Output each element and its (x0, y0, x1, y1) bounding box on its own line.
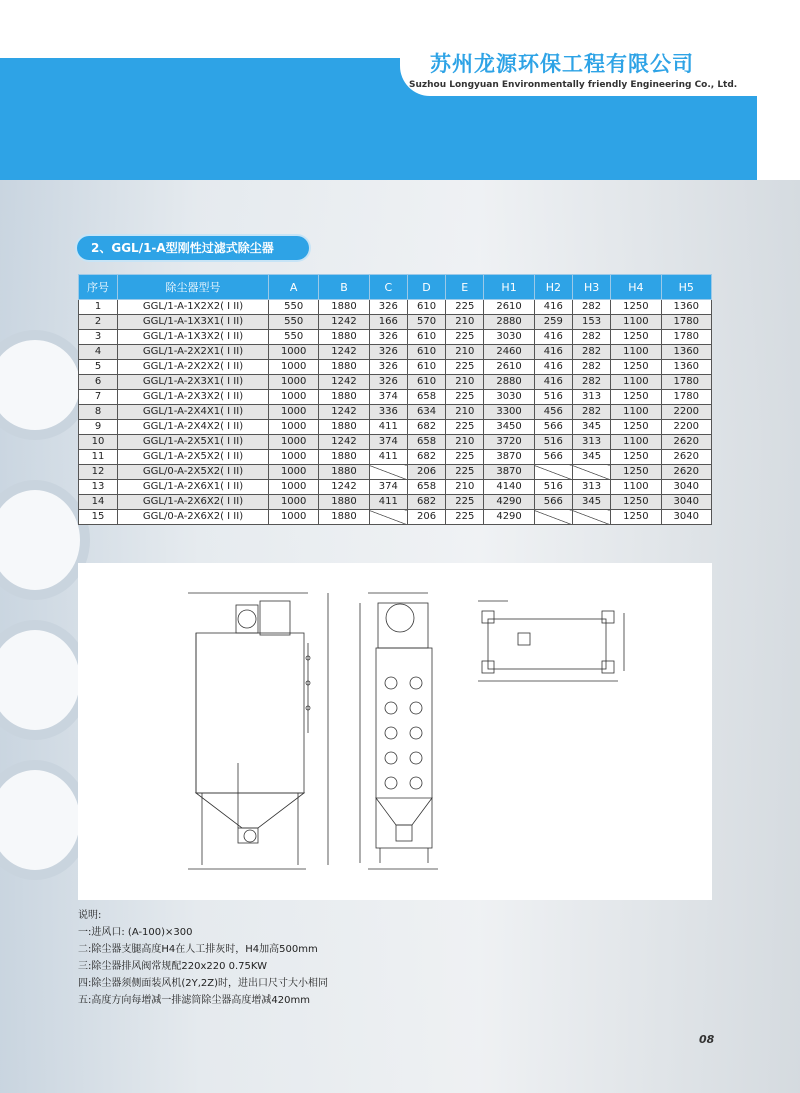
col-header: H5 (661, 275, 711, 300)
table-cell: 1000 (269, 480, 319, 495)
table-cell: 1100 (611, 405, 661, 420)
table-cell: 610 (407, 360, 445, 375)
table-cell: 1250 (611, 510, 661, 525)
table-cell: 1250 (611, 300, 661, 315)
table-cell: 5 (79, 360, 118, 375)
table-cell: 282 (572, 405, 610, 420)
table-cell: 1242 (319, 405, 369, 420)
table-cell: 1100 (611, 480, 661, 495)
table-cell: 516 (534, 435, 572, 450)
table-cell: 345 (572, 495, 610, 510)
table-cell: 570 (407, 315, 445, 330)
table-cell: 3870 (484, 465, 534, 480)
table-cell: 1880 (319, 300, 369, 315)
table-cell: 550 (269, 315, 319, 330)
table-cell: 1242 (319, 315, 369, 330)
table-cell: GGL/1-A-2X3X1( I II) (118, 375, 269, 390)
table-cell: 610 (407, 345, 445, 360)
table-cell: 1880 (319, 450, 369, 465)
table-cell: 1100 (611, 435, 661, 450)
table-cell: 282 (572, 375, 610, 390)
table-cell: 1880 (319, 360, 369, 375)
table-cell: 166 (369, 315, 407, 330)
technical-drawing (78, 563, 712, 900)
table-cell: 210 (446, 345, 484, 360)
table-cell: 2200 (661, 420, 711, 435)
table-cell: 1 (79, 300, 118, 315)
col-header: H3 (572, 275, 610, 300)
table-row (79, 390, 712, 405)
table-cell: 374 (369, 390, 407, 405)
table-cell: 282 (572, 345, 610, 360)
table-cell: 225 (446, 450, 484, 465)
table-cell: 1880 (319, 495, 369, 510)
table-cell: 1250 (611, 330, 661, 345)
col-header: 除尘器型号 (118, 275, 269, 300)
table-cell: GGL/0-A-2X5X2( I II) (118, 465, 269, 480)
table-cell: 1880 (319, 510, 369, 525)
table-cell: 374 (369, 480, 407, 495)
table-cell: 2880 (484, 315, 534, 330)
table-row (79, 435, 712, 450)
table-cell: 282 (572, 360, 610, 375)
table-cell: 3450 (484, 420, 534, 435)
table-cell: 3870 (484, 450, 534, 465)
table-cell: 1242 (319, 435, 369, 450)
table-cell: 9 (79, 420, 118, 435)
table-cell: 1360 (661, 345, 711, 360)
table-cell: 411 (369, 420, 407, 435)
table-cell: 225 (446, 465, 484, 480)
table-row (79, 330, 712, 345)
table-cell: GGL/1-A-2X5X2( I II) (118, 450, 269, 465)
table-cell: 2620 (661, 465, 711, 480)
table-cell: 634 (407, 405, 445, 420)
table-cell: 8 (79, 405, 118, 420)
table-cell: 416 (534, 300, 572, 315)
table-cell: 15 (79, 510, 118, 525)
table-cell: 11 (79, 450, 118, 465)
table-cell: 326 (369, 330, 407, 345)
table-cell: 1880 (319, 465, 369, 480)
table-cell: 282 (572, 300, 610, 315)
note-item: 二:除尘器支腿高度H4在人工排灰时，H4加高500mm (78, 944, 318, 955)
table-cell: 345 (572, 450, 610, 465)
table-cell: GGL/1-A-1X3X2( I II) (118, 330, 269, 345)
table-cell: 1000 (269, 435, 319, 450)
table-cell: 2 (79, 315, 118, 330)
table-cell: 682 (407, 495, 445, 510)
table-row (79, 300, 712, 315)
table-cell: 1780 (661, 390, 711, 405)
table-cell: 411 (369, 450, 407, 465)
table-cell: 1360 (661, 300, 711, 315)
table-cell: 14 (79, 495, 118, 510)
table-cell: GGL/1-A-2X6X1( I II) (118, 480, 269, 495)
table-cell: 326 (369, 300, 407, 315)
table-row (79, 420, 712, 435)
note-item: 一:进风口: (A-100)×300 (78, 927, 193, 938)
table-cell: 326 (369, 375, 407, 390)
table-cell: GGL/1-A-2X3X2( I II) (118, 390, 269, 405)
table-cell: 610 (407, 300, 445, 315)
table-cell: 12 (79, 465, 118, 480)
table-cell: 416 (534, 375, 572, 390)
table-cell: 1100 (611, 375, 661, 390)
table-cell: 225 (446, 330, 484, 345)
table-cell: 1880 (319, 390, 369, 405)
table-cell (369, 510, 407, 525)
table-cell: 1000 (269, 495, 319, 510)
table-cell: 13 (79, 480, 118, 495)
table-cell: 682 (407, 420, 445, 435)
table-cell: 1360 (661, 360, 711, 375)
company-name-cn: 苏州龙源环保工程有限公司 (430, 52, 694, 76)
col-header: 序号 (79, 275, 118, 300)
table-cell: GGL/1-A-1X2X2( I II) (118, 300, 269, 315)
table-cell: 658 (407, 435, 445, 450)
table-cell: 516 (534, 480, 572, 495)
table-cell: 3300 (484, 405, 534, 420)
table-cell: GGL/1-A-2X2X2( I II) (118, 360, 269, 375)
table-cell: 225 (446, 360, 484, 375)
table-cell: 516 (534, 390, 572, 405)
table-cell: 326 (369, 360, 407, 375)
table-row (79, 315, 712, 330)
table-cell: 3720 (484, 435, 534, 450)
table-cell: 416 (534, 330, 572, 345)
table-cell: 1100 (611, 315, 661, 330)
table-cell: 313 (572, 480, 610, 495)
table-cell: 411 (369, 495, 407, 510)
table-cell: 345 (572, 420, 610, 435)
table-cell: 225 (446, 390, 484, 405)
table-cell: GGL/1-A-2X2X1( I II) (118, 345, 269, 360)
table-cell: 1250 (611, 450, 661, 465)
table-cell: 313 (572, 390, 610, 405)
table-cell: 658 (407, 390, 445, 405)
table-cell: GGL/1-A-2X5X1( I II) (118, 435, 269, 450)
table-cell: 210 (446, 405, 484, 420)
col-header: H2 (534, 275, 572, 300)
table-cell: 416 (534, 360, 572, 375)
section-title: 2、GGL/1-A型刚性过滤式除尘器 (77, 236, 309, 260)
col-header: D (407, 275, 445, 300)
table-cell: 210 (446, 435, 484, 450)
table-cell (534, 510, 572, 525)
table-cell: 1242 (319, 375, 369, 390)
table-row (79, 465, 712, 480)
spec-table (78, 274, 712, 525)
table-row (79, 360, 712, 375)
table-cell: 4140 (484, 480, 534, 495)
table-cell: 610 (407, 330, 445, 345)
table-cell: 566 (534, 420, 572, 435)
table-cell: 682 (407, 450, 445, 465)
table-cell: 1780 (661, 375, 711, 390)
table-row (79, 495, 712, 510)
table-cell: 566 (534, 495, 572, 510)
table-cell: 1000 (269, 450, 319, 465)
table-cell: 3040 (661, 510, 711, 525)
table-cell: 1000 (269, 375, 319, 390)
table-cell: 259 (534, 315, 572, 330)
table-cell: 374 (369, 435, 407, 450)
note-item: 四:除尘器须侧面装风机(2Y,2Z)时，进出口尺寸大小相同 (78, 978, 329, 989)
table-cell: 3 (79, 330, 118, 345)
table-cell: 4290 (484, 495, 534, 510)
col-header: A (269, 275, 319, 300)
table-cell: 313 (572, 435, 610, 450)
table-cell: 1000 (269, 360, 319, 375)
table-cell: 336 (369, 405, 407, 420)
drawing-svg (78, 563, 712, 900)
table-cell: 7 (79, 390, 118, 405)
side-view (360, 593, 438, 869)
table-cell: GGL/1-A-2X4X2( I II) (118, 420, 269, 435)
table-cell: 610 (407, 375, 445, 390)
table-cell (572, 465, 610, 480)
table-cell: 2620 (661, 450, 711, 465)
table-cell: 3040 (661, 480, 711, 495)
table-cell: GGL/1-A-1X3X1( I II) (118, 315, 269, 330)
table-cell: 1000 (269, 390, 319, 405)
notes-title: 说明: (78, 910, 102, 921)
table-cell: 566 (534, 450, 572, 465)
table-cell: GGL/1-A-2X4X1( I II) (118, 405, 269, 420)
table-cell: 225 (446, 300, 484, 315)
table-cell: 4290 (484, 510, 534, 525)
table-cell: 456 (534, 405, 572, 420)
table-cell: 326 (369, 345, 407, 360)
table-cell (369, 465, 407, 480)
table-cell: 1880 (319, 330, 369, 345)
table-cell: 1250 (611, 390, 661, 405)
table-cell: 550 (269, 300, 319, 315)
table-cell: 225 (446, 420, 484, 435)
col-header: B (319, 275, 369, 300)
table-cell: 2620 (661, 435, 711, 450)
table-row (79, 510, 712, 525)
table-cell: 1880 (319, 420, 369, 435)
notes-block (78, 907, 328, 1009)
table-cell: 2610 (484, 300, 534, 315)
table-cell: 153 (572, 315, 610, 330)
table-cell: 1000 (269, 465, 319, 480)
table-cell: 225 (446, 510, 484, 525)
col-header: C (369, 275, 407, 300)
table-cell: 206 (407, 465, 445, 480)
col-header: H1 (484, 275, 534, 300)
table-cell (572, 510, 610, 525)
company-name-en: Suzhou Longyuan Environmentally friendly Engineering Co., Ltd. (409, 80, 738, 90)
table-row (79, 345, 712, 360)
table-cell: 2880 (484, 375, 534, 390)
table-cell: 550 (269, 330, 319, 345)
table-cell: 2200 (661, 405, 711, 420)
table-row (79, 480, 712, 495)
table-row (79, 450, 712, 465)
table-row (79, 375, 712, 390)
table-cell: 1250 (611, 495, 661, 510)
table-cell: 282 (572, 330, 610, 345)
front-view (188, 593, 328, 869)
table-cell: 210 (446, 315, 484, 330)
col-header: H4 (611, 275, 661, 300)
table-cell: 1250 (611, 465, 661, 480)
table-header-row (79, 275, 712, 300)
table-cell: 1780 (661, 315, 711, 330)
table-cell: 1000 (269, 420, 319, 435)
table-cell: 658 (407, 480, 445, 495)
table-cell: 10 (79, 435, 118, 450)
table-cell: 1780 (661, 330, 711, 345)
table-cell: 416 (534, 345, 572, 360)
table-cell: 1242 (319, 345, 369, 360)
table-cell: 206 (407, 510, 445, 525)
table-cell: 3030 (484, 390, 534, 405)
table-cell: 210 (446, 480, 484, 495)
table-cell: 6 (79, 375, 118, 390)
table-cell (534, 465, 572, 480)
note-item: 三:除尘器排风阀常规配220x220 0.75KW (78, 961, 267, 972)
table-cell: 2610 (484, 360, 534, 375)
table-cell: 210 (446, 375, 484, 390)
table-cell: 3040 (661, 495, 711, 510)
table-cell: 1000 (269, 405, 319, 420)
table-cell: 2460 (484, 345, 534, 360)
plan-view (478, 601, 624, 681)
col-header: E (446, 275, 484, 300)
note-item: 五:高度方向每增减一排滤筒除尘器高度增减420mm (78, 995, 310, 1006)
table-cell: 1000 (269, 345, 319, 360)
table-cell: GGL/0-A-2X6X2( I II) (118, 510, 269, 525)
table-cell: 1250 (611, 360, 661, 375)
table-cell: 1250 (611, 420, 661, 435)
table-cell: 3030 (484, 330, 534, 345)
table-cell: 1000 (269, 510, 319, 525)
table-cell: 1100 (611, 345, 661, 360)
table-cell: 225 (446, 495, 484, 510)
table-cell: GGL/1-A-2X6X2( I II) (118, 495, 269, 510)
table-cell: 1242 (319, 480, 369, 495)
table-row (79, 405, 712, 420)
page-number: 08 (699, 1033, 715, 1046)
table-cell: 4 (79, 345, 118, 360)
